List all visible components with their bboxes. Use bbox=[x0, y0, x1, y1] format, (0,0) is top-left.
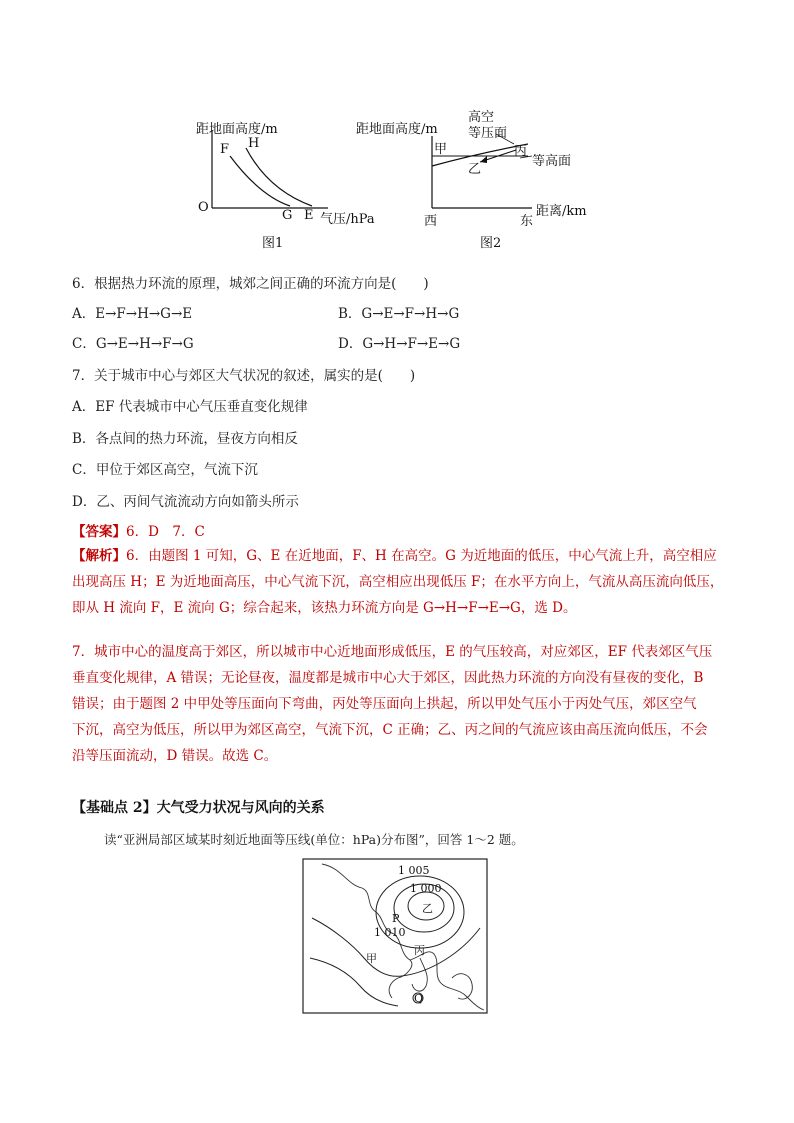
origin-o: O bbox=[198, 200, 209, 215]
analysis-p2-line2: 垂直变化规律，A 错误；无论昼夜，温度都是城市中心大于郊区，因此热力环流的方向没有昼夜的变化，B bbox=[72, 670, 704, 686]
figure-1-x-label: 气压/hPa bbox=[320, 212, 375, 227]
q7-option-b: B．各点间的热力环流，昼夜方向相反 bbox=[72, 431, 298, 447]
analysis-p1-line2: 出现高压 H；E 为近地面高压，中心气流下沉，高空相应出现低压 F；在水平方向上，气流从高压流向低压， bbox=[72, 574, 724, 590]
point-e: E bbox=[304, 208, 314, 223]
analysis-p2-line5: 沿等压面流动，D 错误。故选 C。 bbox=[72, 748, 278, 764]
analysis-paragraph-2 bbox=[72, 639, 724, 769]
q6-option-b: B．G→E→F→H→G bbox=[338, 306, 460, 322]
q6-option-c: C．G→E→H→F→G bbox=[72, 336, 194, 352]
figure-1-caption: 图1 bbox=[262, 236, 284, 251]
answer-line bbox=[72, 520, 205, 540]
point-yi: 乙 bbox=[468, 162, 482, 177]
q7-stem: 7．关于城市中心与郊区大气状况的叙述，属实的是( ) bbox=[72, 368, 416, 384]
section-title: 【基础点 2】大气受力状况与风向的关系 bbox=[72, 800, 325, 816]
flow-arrow-head bbox=[480, 156, 487, 163]
figure-2-x-label: 距离/km bbox=[536, 204, 587, 219]
figure-1-y-label: 距地面高度/m bbox=[196, 122, 278, 137]
analysis-p1-line1: 6．由题图 1 可知，G、E 在近地面，F、H 在高空。G 为近地面的低压，中心气流上升，高空相应 bbox=[126, 548, 717, 564]
point-bing: 丙 bbox=[514, 144, 528, 159]
q6-stem: 6．根据热力环流的原理，城郊之间正确的环流方向是( ) bbox=[72, 276, 429, 292]
analysis-p1-line3: 即从 H 流向 F，E 流向 G；综合起来，该热力环流方向是 G→H→F→E→G，选 D。 bbox=[72, 600, 577, 616]
curve-fg bbox=[230, 156, 290, 206]
curve-he bbox=[246, 148, 312, 206]
map-intro: 读“亚洲局部区域某时刻近地面等压线(单位：hPa)分布图”，回答 1～2 题。 bbox=[104, 832, 524, 847]
iso-1000-label: 1 000 bbox=[410, 882, 442, 895]
point-h: H bbox=[248, 136, 260, 151]
iso-1010-label: 1 010 bbox=[374, 926, 406, 939]
upper-label-line2: 等压面 bbox=[468, 126, 508, 141]
isohypse-label: 等高面 bbox=[532, 154, 572, 169]
q7-option-d: D．乙、丙间气流流动方向如箭头所示 bbox=[72, 494, 299, 510]
iso-1005-label: 1 005 bbox=[398, 864, 430, 877]
map-point-jia: 甲 bbox=[366, 952, 377, 965]
map-point-p: P bbox=[392, 912, 400, 925]
analysis-paragraph-1 bbox=[72, 543, 724, 621]
point-g: G bbox=[282, 208, 293, 223]
point-jia: 甲 bbox=[434, 142, 448, 157]
q7-option-a: A．EF 代表城市中心气压垂直变化规律 bbox=[72, 399, 308, 415]
isobar-map bbox=[302, 858, 488, 1014]
figure-2-y-label: 距地面高度/m bbox=[356, 122, 438, 137]
answer-tag: 【答案】 bbox=[72, 524, 126, 540]
q6-option-a: A．E→F→H→G→E bbox=[72, 306, 193, 322]
analysis-p2-line4: 下沉，高空为低压，所以甲为郊区高空，气流下沉，C 正确；乙、丙之间的气流应该由高压流向低压，不会 bbox=[72, 722, 708, 738]
west-label: 西 bbox=[424, 214, 438, 229]
map-point-bing: 丙 bbox=[414, 944, 425, 957]
map-point-yi: 乙 bbox=[422, 902, 433, 915]
map-point-q: Q bbox=[414, 992, 424, 1005]
analysis-p2-line3: 错误；由于题图 2 中甲处等压面向下弯曲，丙处等压面向上拱起，所以甲处气压小于丙处气压，郊区空气 bbox=[72, 696, 697, 712]
east-label: 东 bbox=[520, 214, 534, 229]
point-f: F bbox=[220, 142, 230, 157]
figure-2 bbox=[356, 100, 616, 251]
analysis-p2-line1: 7．城市中心的温度高于郊区，所以城市中心近地面形成低压，E 的气压较高，对应郊区，EF 代表郊区气压 bbox=[72, 644, 713, 660]
q6-option-d: D．G→H→F→E→G bbox=[338, 336, 461, 352]
figure-2-caption: 图2 bbox=[480, 236, 502, 251]
analysis-tag: 【解析】 bbox=[72, 548, 126, 564]
upper-label-line1: 高空 bbox=[468, 110, 495, 125]
q7-option-c: C．甲位于郊区高空，气流下沉 bbox=[72, 462, 258, 478]
answer-text: 6．D 7．C bbox=[126, 524, 205, 540]
